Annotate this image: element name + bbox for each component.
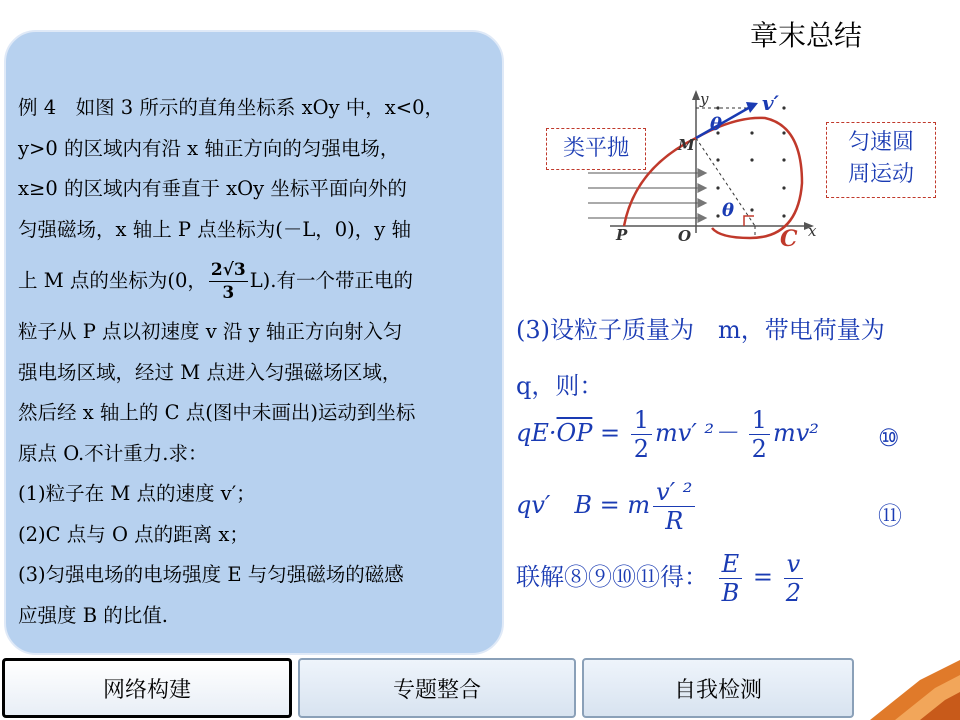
frac-num: 1 xyxy=(631,406,652,435)
eq10-term1: mv′ ²－ xyxy=(655,419,739,447)
label-circular-line1: 匀速圆 xyxy=(847,130,914,155)
fraction xyxy=(209,259,248,304)
label-quasi-projectile xyxy=(546,128,646,170)
right-angle-marker xyxy=(744,216,754,226)
y-axis-label: y xyxy=(700,90,709,108)
fraction-numerator: 2√3 xyxy=(210,260,246,280)
page-title: 章末总结 xyxy=(750,19,863,52)
solution-line2: q，则： xyxy=(516,372,604,400)
trajectory-curve xyxy=(624,118,802,238)
problem-line-with-fraction xyxy=(18,250,494,312)
eq11-tag: ⑪ xyxy=(878,502,902,530)
result-equals: = xyxy=(752,563,773,591)
point-m-label: M xyxy=(678,136,695,154)
x-axis-label: x xyxy=(808,222,817,240)
equation-result xyxy=(516,550,806,607)
tab-self-check-label: 自我检测 xyxy=(673,677,762,703)
eq10-half-1 xyxy=(631,406,652,463)
eq11-left: qv′ B = m xyxy=(516,491,651,519)
equation-11 xyxy=(516,478,698,535)
frac-den: 2 xyxy=(633,435,650,463)
problem-line: 上 M 点的坐标为(0， xyxy=(18,269,207,292)
problem-line: x≥0 的区域内有垂直于 xOy 坐标平面向外的 xyxy=(18,177,407,200)
frac-num: 1 xyxy=(749,406,770,435)
fraction-denominator: 3 xyxy=(222,283,235,303)
point-p-label: P xyxy=(616,226,628,244)
problem-line: 然后经 x 轴上的 C 点(图中未画出)运动到坐标 xyxy=(18,401,416,424)
tab-network[interactable] xyxy=(2,658,292,718)
eq10-half-2 xyxy=(749,406,770,463)
eq10-left: qE· xyxy=(516,419,557,447)
label-uniform-circular xyxy=(826,122,936,198)
problem-line: 原点 O.不计重力.求： xyxy=(18,441,208,465)
result-frac-v2 xyxy=(784,550,804,607)
point-c-label: C xyxy=(780,226,798,252)
problem-line: L).有一个带正电的 xyxy=(249,269,413,292)
result-frac-eb xyxy=(719,550,743,607)
question-2: (2)C 点与 O 点的距离 x； xyxy=(18,522,249,546)
problem-line: 匀强磁场，x 轴上 P 点坐标为(－L，0)，y 轴 xyxy=(18,217,411,241)
eq10-op: $\overline{OP}$ xyxy=(556,419,593,447)
eq10-tag: ⑩ xyxy=(878,424,900,452)
frac-num: v xyxy=(784,550,804,579)
tab-topic-label: 专题整合 xyxy=(392,677,481,703)
frac-den: B xyxy=(721,579,740,607)
equation-10 xyxy=(516,406,819,463)
tab-self-check[interactable] xyxy=(582,658,854,718)
problem-line: 例 4 如图 3 所示的直角坐标系 xOy 中，x<0， xyxy=(18,96,445,119)
frac-num: E xyxy=(719,550,743,579)
point-o-label: O xyxy=(678,227,692,245)
label-circular-line2: 周运动 xyxy=(847,162,914,187)
frac-num: v′ ² xyxy=(653,478,695,507)
frac-den: 2 xyxy=(751,435,767,463)
theta-top-label: θ xyxy=(710,114,723,135)
tab-topic[interactable] xyxy=(298,658,576,718)
question-3-cont: 应强度 B 的比值. xyxy=(18,603,168,627)
eq10-equals: = xyxy=(599,419,621,447)
question-1: (1)粒子在 M 点的速度 v′； xyxy=(18,482,256,505)
velocity-arrow xyxy=(696,106,752,138)
result-prefix: 联解⑧⑨⑩⑪得： xyxy=(516,563,708,591)
problem-text xyxy=(18,88,494,636)
solution-line1: (3)设粒子质量为 m，带电荷量为 xyxy=(516,316,885,344)
frac-den: 2 xyxy=(785,579,801,607)
theta-mid-label: θ xyxy=(722,200,735,221)
eq11-fraction xyxy=(653,478,695,535)
velocity-label: v′ xyxy=(762,91,779,115)
tab-network-label: 网络构建 xyxy=(102,677,191,703)
label-quasi-projectile-text: 类平抛 xyxy=(562,136,629,161)
problem-line: 强电场区域，经过 M 点进入匀强磁场区域， xyxy=(18,360,402,384)
problem-line: y>0 的区域内有沿 x 轴正方向的匀强电场， xyxy=(18,136,400,160)
frac-den: R xyxy=(665,507,684,535)
question-3: (3)匀强电场的电场强度 E 与匀强磁场的磁感 xyxy=(18,563,404,586)
decorative-corner-icon xyxy=(850,660,960,720)
problem-line: 粒子从 P 点以初速度 v 沿 y 轴正方向射入匀 xyxy=(18,320,403,343)
eq10-term2: mv² xyxy=(772,419,819,447)
